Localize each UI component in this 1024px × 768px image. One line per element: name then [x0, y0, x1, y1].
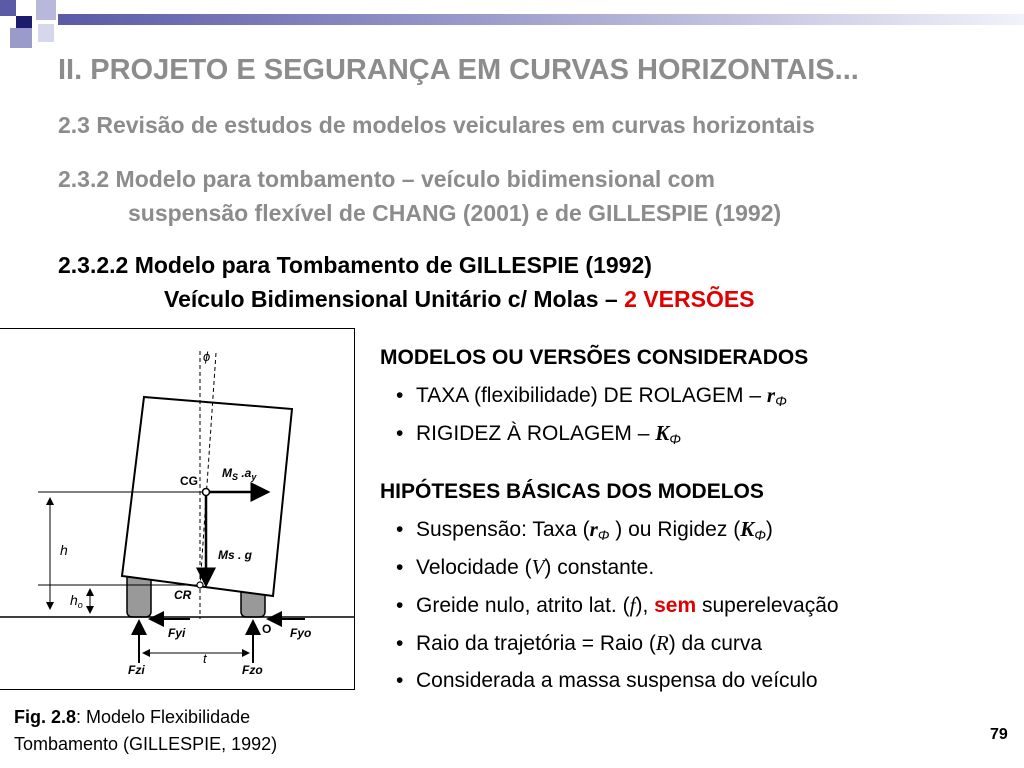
ho-label: $h_o$ [70, 592, 83, 610]
header-gradient-bar [58, 14, 1024, 25]
decor-square-5 [38, 24, 54, 42]
decor-square-4 [10, 28, 32, 48]
caption-rest: : Modelo Flexibilidade [76, 707, 251, 727]
fzi-label: Fzi [128, 663, 145, 677]
h-label: h [60, 542, 68, 558]
figure-caption [14, 704, 277, 758]
caption-line-2: Tombamento (GILLESPIE, 1992) [14, 734, 278, 754]
hypothesis-5: • Considerada a massa suspensa do veículo [396, 669, 818, 692]
topic-line-2 [58, 282, 755, 316]
o-label: O [262, 622, 272, 636]
topic-line-1: 2.3.2.2 Modelo para Tombamento de GILLESPIE (1992) [58, 252, 652, 278]
subsection-line-1: 2.3.2 Modelo para tombamento – veículo bidimensional com [58, 166, 715, 192]
cr-point [197, 582, 203, 588]
figure-panel [0, 328, 355, 690]
hypotheses-heading: HIPÓTESES BÁSICAS DOS MODELOS [380, 480, 764, 503]
decor-square-1 [0, 0, 16, 16]
ms-ay-label: $M_S$ $.a_y$ [222, 466, 257, 482]
topic-highlight: 2 VERSÕES [624, 286, 755, 312]
ms-g-label: Ms . g [218, 548, 253, 562]
fyo-label: Fyo [290, 626, 312, 640]
hypothesis-2: • Velocidade (V) constante. [396, 555, 655, 579]
cr-label: CR [174, 588, 192, 602]
hypothesis-1: • Suspensão: Taxa ($r_\Phi$ ) ou Rigidez $(K_\Phi)$ [396, 517, 773, 543]
cg-label: CG [180, 474, 198, 488]
models-item-1: • TAXA (flexibilidade) DE ROLAGEM – $r_\Phi$ [396, 383, 787, 409]
models-heading: MODELOS OU VERSÕES CONSIDERADOS [380, 346, 809, 369]
hypothesis-4: • Raio da trajetória = Raio (R) da curva [396, 631, 763, 655]
vehicle-diagram [0, 329, 355, 691]
cg-point [203, 489, 210, 496]
models-item-2: • RIGIDEZ À ROLAGEM – $K_\Phi$ [396, 421, 681, 447]
page-title: II. PROJETO E SEGURANÇA EM CURVAS HORIZONTAIS... [58, 54, 859, 86]
phi-label: ϕ [203, 349, 211, 364]
section-title: 2.3 Revisão de estudos de modelos veiculares em curvas horizontais [58, 112, 815, 138]
page-number: 79 [990, 726, 1008, 743]
caption-bold: Fig. 2.8 [14, 707, 77, 727]
fyi-label: Fyi [168, 626, 186, 640]
content-column [380, 340, 1020, 700]
subsection-title [58, 162, 781, 230]
t-label: t [203, 651, 207, 666]
fzo-label: Fzo [242, 663, 263, 677]
hypothesis-3: • Greide nulo, atrito lat. (f), sem superelevação [396, 593, 839, 617]
decor-square-3 [36, 0, 56, 20]
subsection-line-2: suspensão flexível de CHANG (2001) e de GILLESPIE (1992) [128, 200, 782, 226]
topic-line-2-prefix: Veículo Bidimensional Unitário c/ Molas – [164, 286, 625, 312]
topic-title [58, 248, 755, 316]
